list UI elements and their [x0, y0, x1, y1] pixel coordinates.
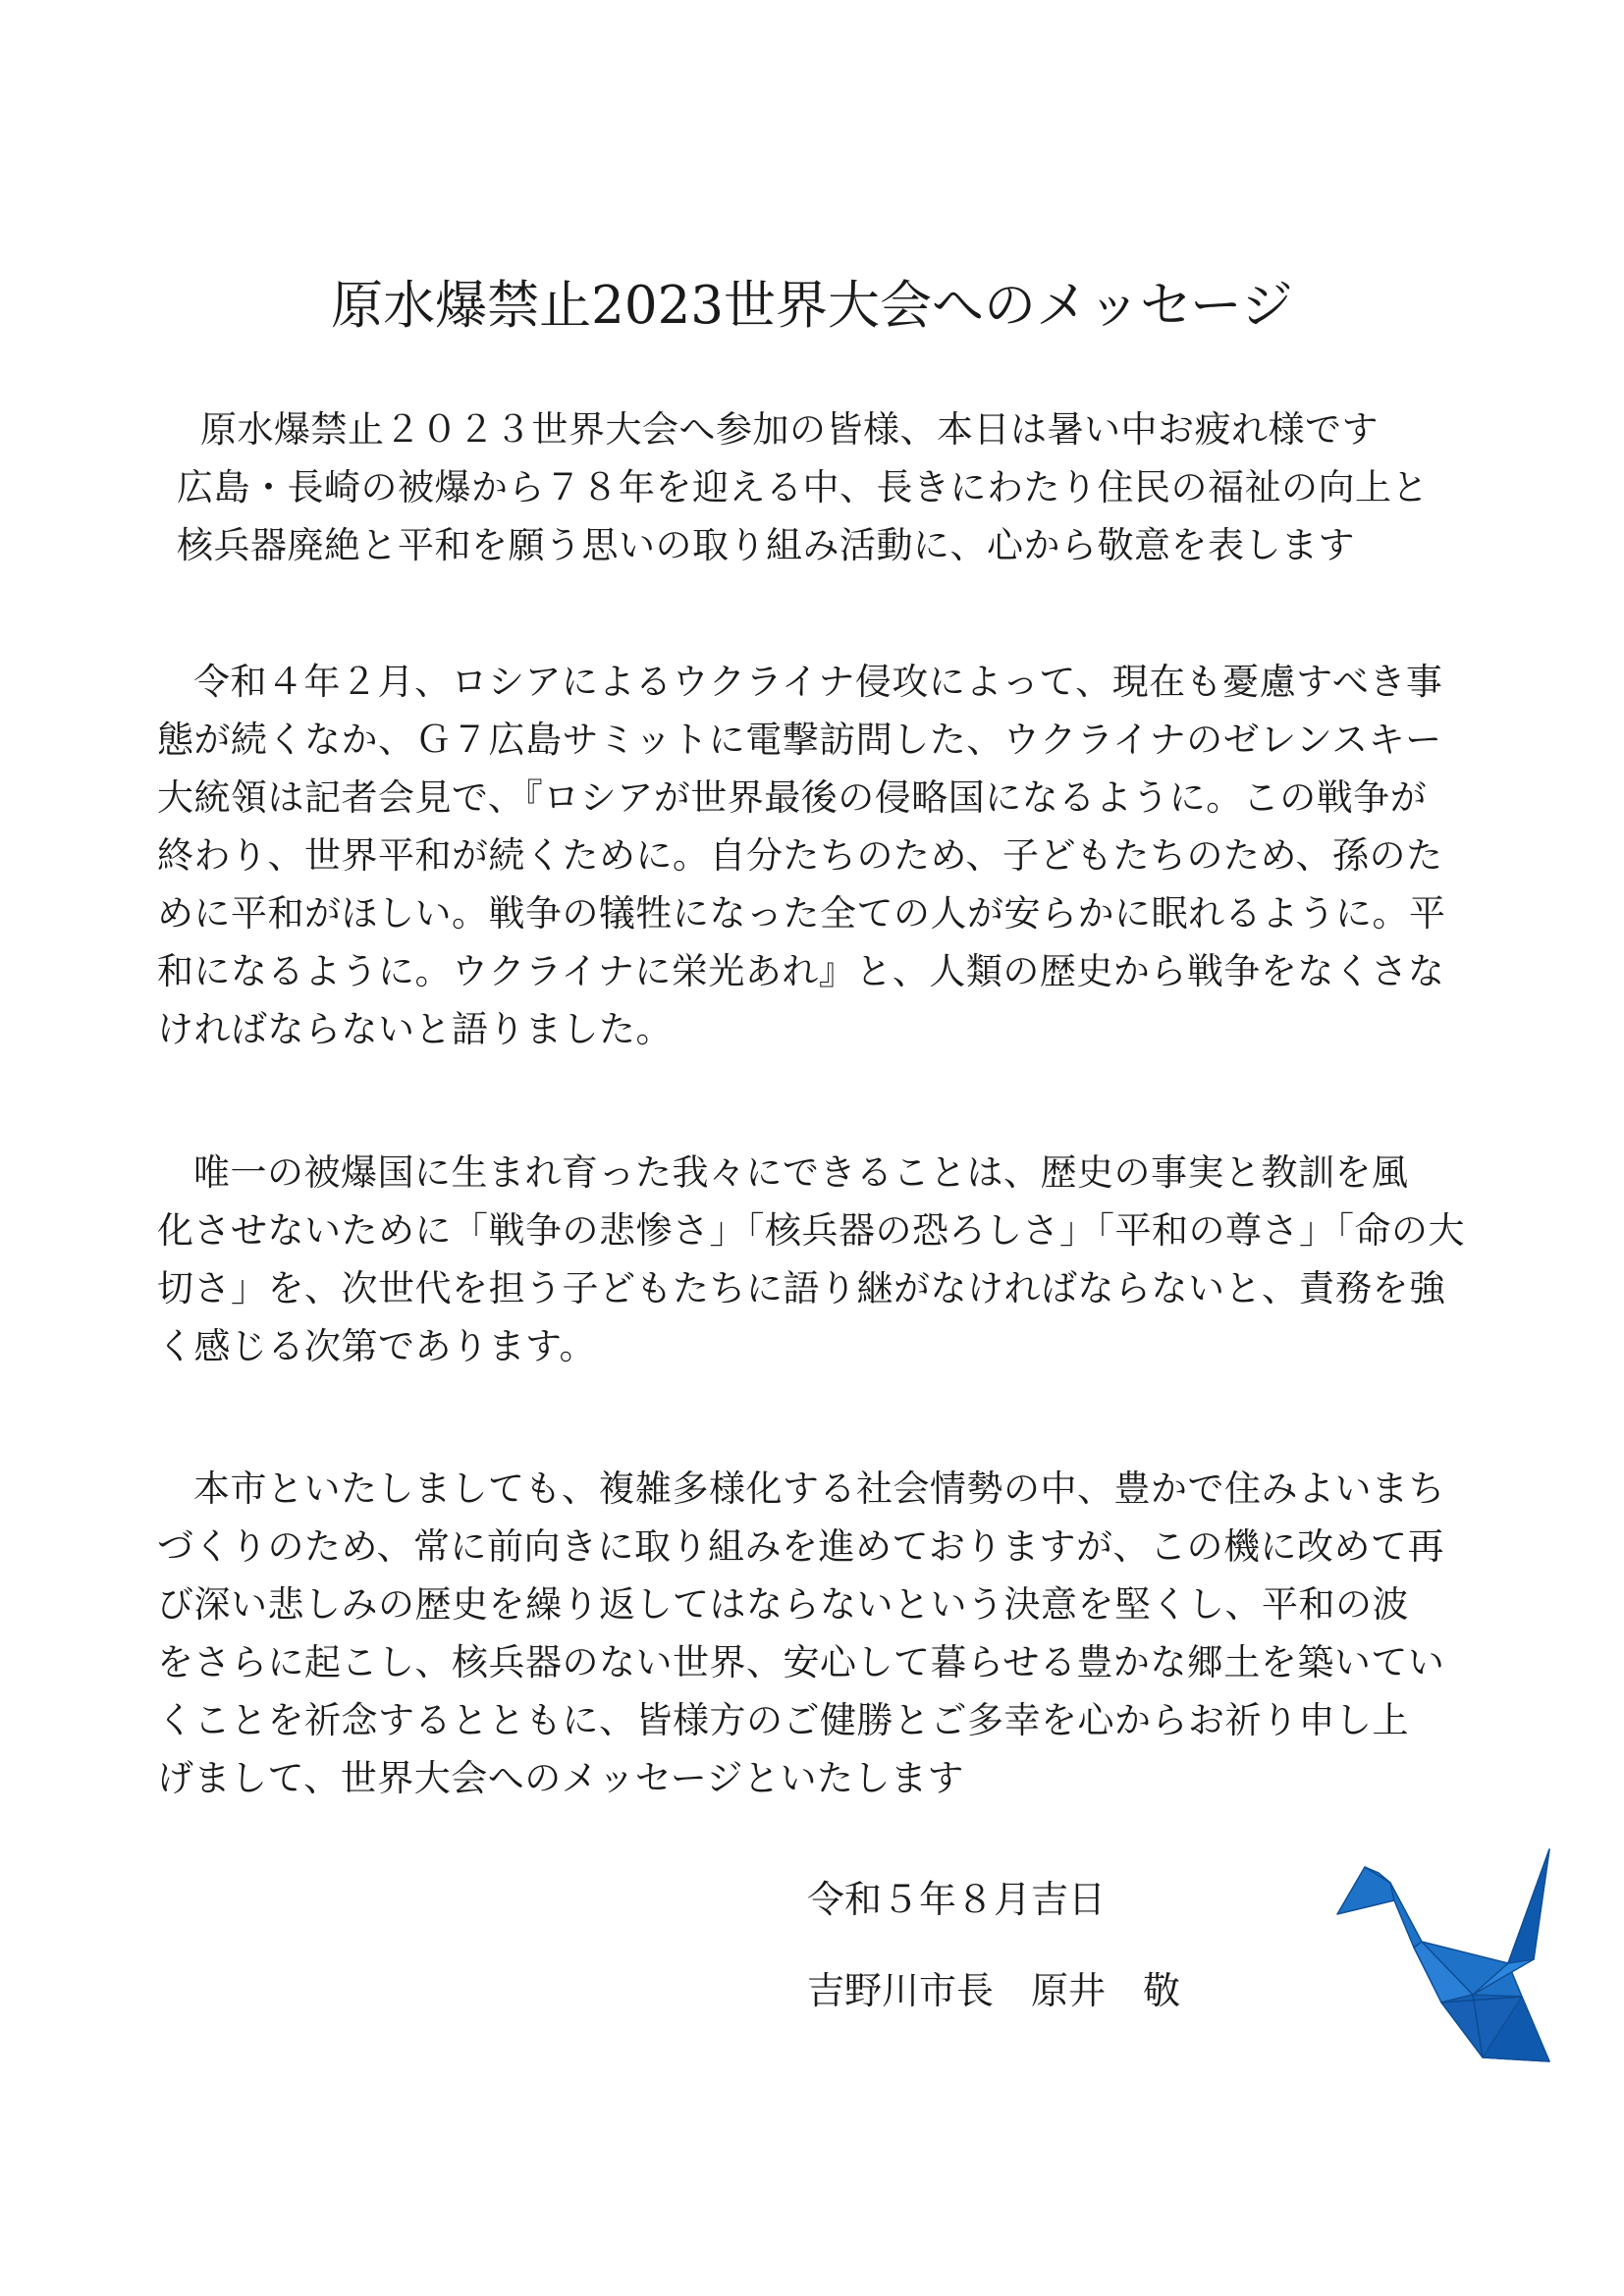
text-line: げまして、世界大会へのメッセージといたします — [157, 1757, 965, 1799]
paragraph-ukraine — [157, 653, 1473, 1058]
text-line: 化させないために「戦争の悲惨さ」「核兵器の恐ろしさ」「平和の尊さ」「命の大 — [157, 1209, 1465, 1252]
text-line: 切さ」を、次世代を担う子どもたちに語り継がなければならないと、責務を強 — [157, 1267, 1446, 1309]
text-line: をさらに起こし、核兵器のない世界、安心して暮らせる豊かな郷土を築いてい — [157, 1641, 1445, 1683]
text-line: く感じる次第であります。 — [157, 1325, 597, 1367]
text-line: 唯一の被爆国に生まれ育った我々にできることは、歴史の事実と教訓を風 — [193, 1151, 1409, 1194]
paragraph-city-message — [157, 1460, 1473, 1807]
paragraph-responsibility — [157, 1144, 1473, 1375]
text-line: めに平和がほしい。戦争の犠牲になった全ての人が安らかに眠れるように。平 — [157, 892, 1446, 934]
text-line: 和になるように。ウクライナに栄光あれ』と、人類の歴史から戦争をなくさな — [157, 950, 1445, 992]
text-line: くことを祈念するとともに、皆様方のご健勝とご多幸を心からお祈り申し上 — [157, 1699, 1409, 1741]
document-signer: 吉野川市長 原井 敬 — [807, 1969, 1181, 2012]
text-line: 原水爆禁止２０２３世界大会へ参加の皆様、本日は暑い中お疲れ様です — [200, 408, 1379, 451]
text-line: づくりのため、常に前向きに取り組みを進めておりますが、この機に改めて再 — [157, 1525, 1445, 1568]
document-title: 原水爆禁止2023世界大会へのメッセージ — [331, 276, 1293, 336]
text-line: 核兵器廃絶と平和を願う思いの取り組み活動に、心から敬意を表します — [177, 524, 1355, 566]
paper-crane-icon — [1326, 1845, 1561, 2081]
text-line: ければならないと語りました。 — [157, 1008, 673, 1050]
paragraph-greeting — [157, 400, 1473, 574]
text-line: 終わり、世界平和が続くために。自分たちのため、子どもたちのため、孫のた — [157, 834, 1443, 877]
document-date: 令和５年８月吉日 — [807, 1878, 1107, 1921]
text-line: 令和４年２月、ロシアによるウクライナ侵攻によって、現在も憂慮すべき事 — [193, 661, 1443, 703]
text-line: び深い悲しみの歴史を繰り返してはならないという決意を堅くし、平和の波 — [157, 1583, 1409, 1626]
text-line: 大統領は記者会見で、『ロシアが世界最後の侵略国になるように。この戦争が — [157, 776, 1428, 819]
text-line: 本市といたしましても、複雑多様化する社会情勢の中、豊かで住みよいまち — [193, 1468, 1445, 1510]
text-line: 態が続くなか、Ｇ７広島サミットに電撃訪問した、ウクライナのゼレンスキー — [157, 719, 1442, 761]
text-line: 広島・長崎の被爆から７８年を迎える中、長きにわたり住民の福祉の向上と — [177, 466, 1429, 508]
